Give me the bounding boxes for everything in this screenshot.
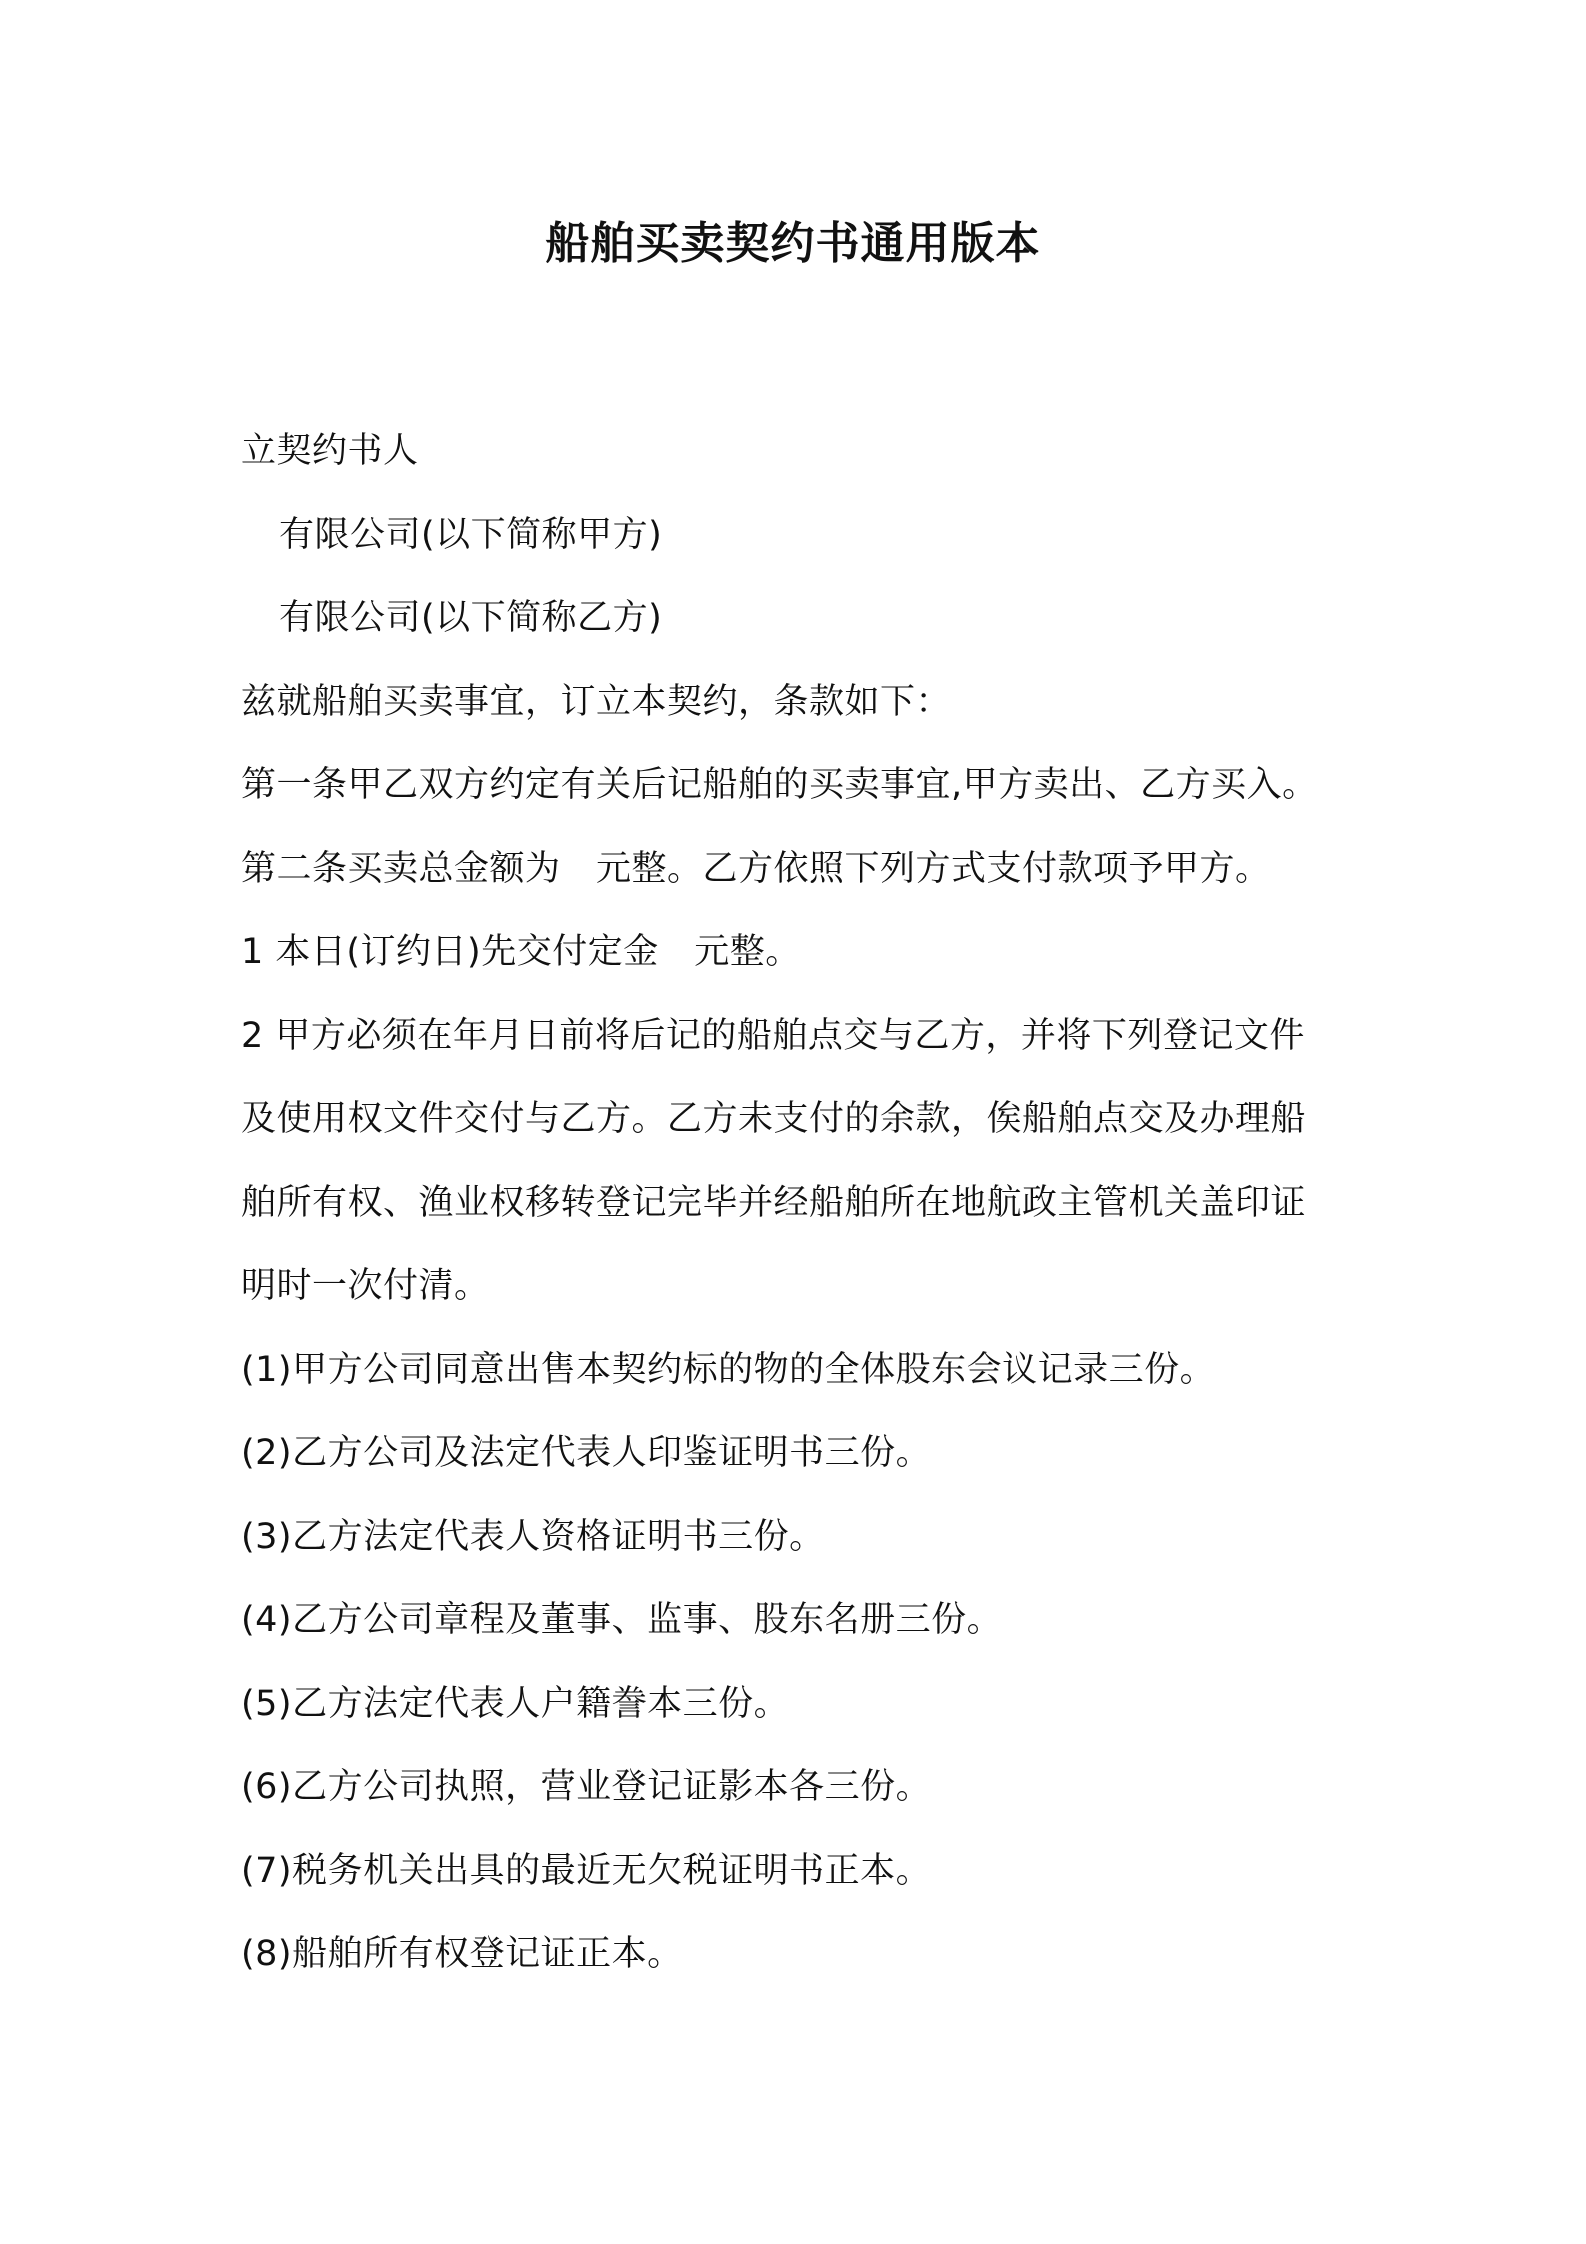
- article-1-line: 第一条甲乙双方约定有关后记船舶的买卖事宜,甲方卖出、乙方买入。: [241, 765, 1318, 805]
- article-2-line: 第二条买卖总金额为 元整。乙方依照下列方式支付款项予甲方。: [241, 848, 1271, 889]
- party-b-line: 有限公司(以下简称乙方): [279, 598, 663, 638]
- document-title: 船舶买卖契约书通用版本: [545, 218, 1041, 269]
- payment-item-1-line: 1 本日(订约日)先交付定金 元整。: [241, 932, 801, 972]
- payment-item-2-continued-line: 舶所有权、渔业权移转登记完毕并经船舶所在地航政主管机关盖印证: [241, 1182, 1307, 1223]
- contract-parties-heading: 立契约书人: [241, 431, 419, 471]
- document-list-item: (4)乙方公司章程及董事、监事、股东名册三份。: [241, 1600, 1003, 1640]
- party-a-line: 有限公司(以下简称甲方): [279, 514, 663, 555]
- payment-item-2-continued-line: 明时一次付清。: [241, 1266, 490, 1306]
- payment-item-2-line: 2 甲方必须在年月日前将后记的船舶点交与乙方，并将下列登记文件: [241, 1015, 1305, 1056]
- document-list-item: (7)税务机关出具的最近无欠税证明书正本。: [241, 1850, 932, 1891]
- preamble-line: 兹就船舶买卖事宜，订立本契约，条款如下：: [241, 681, 952, 722]
- document-list-item: (5)乙方法定代表人户籍誊本三份。: [241, 1683, 790, 1724]
- document-list-item: (8)船舶所有权登记证正本。: [241, 1934, 683, 1974]
- document-list-item: (6)乙方公司执照，营业登记证影本各三份。: [241, 1767, 932, 1807]
- document-list-item: (3)乙方法定代表人资格证明书三份。: [241, 1516, 825, 1557]
- document-list-item: (1)甲方公司同意出售本契约标的物的全体股东会议记录三份。: [241, 1349, 1216, 1390]
- document-body: [241, 410, 1371, 1997]
- document-list-item: (2)乙方公司及法定代表人印鉴证明书三份。: [241, 1433, 932, 1473]
- payment-item-2-continued-line: 及使用权文件交付与乙方。乙方未支付的余款，俟船舶点交及办理船: [241, 1099, 1307, 1139]
